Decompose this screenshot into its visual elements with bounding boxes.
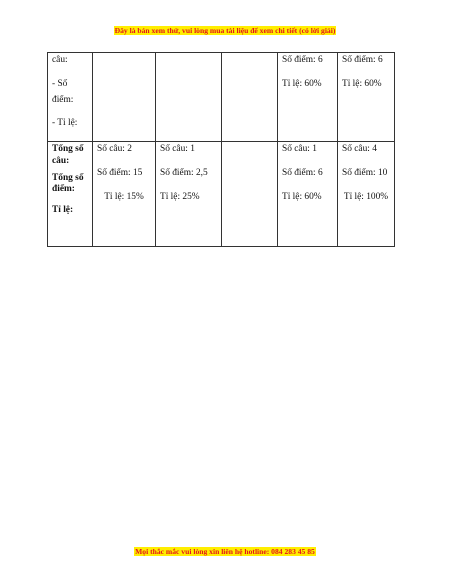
count-value: Số câu: 1 [282,144,317,154]
ratio-value: Tỉ lệ: 60% [342,78,382,89]
preview-notice-text: Đây là bản xem thử, vui lòng mua tài liệu để xem chi tiết (có lời giải) [114,26,336,35]
total-label-cell [48,142,93,247]
empty-cell [222,53,278,142]
total-cell [156,142,222,247]
score-cell [278,53,338,142]
row-label-line: câu: [52,55,68,65]
count-value: Số câu: 4 [342,144,377,154]
ratio-value: Tỉ lệ: 15% [104,191,144,202]
row-label-line: Tỉ lệ: [52,205,74,215]
row-label-line: Tổng số điểm: [52,172,84,195]
count-value: Số câu: 2 [97,144,132,154]
total-cell [338,142,395,247]
score-value: Số điểm: 6 [282,55,323,65]
score-value: Số điểm: 6 [342,55,383,65]
row-label-line: - Tỉ lệ: [52,118,78,129]
total-cell [93,142,156,247]
row-label-line: điểm: [52,94,74,105]
ratio-value: Tỉ lệ: 60% [282,78,322,89]
preview-notice-banner [0,26,450,35]
table-row [48,142,395,247]
ratio-value: Tỉ lệ: 25% [160,191,200,202]
row-label-cell [48,53,93,142]
table-row [48,53,395,142]
score-value: Số điểm: 2,5 [160,167,208,178]
score-value: Số điểm: 15 [97,167,143,178]
row-label-line: Tổng số câu: [52,144,84,166]
ratio-value: Tỉ lệ: 100% [343,191,389,202]
hotline-text: Mọi thắc mắc vui lòng xin liên hệ hotline: 084 283 45 85 [135,547,315,556]
row-label-line: - Số [52,78,68,89]
empty-cell [222,142,278,247]
score-matrix-table [47,52,395,247]
empty-cell [93,53,156,142]
empty-cell [156,53,222,142]
count-value: Số câu: 1 [160,144,195,154]
hotline-banner [0,547,450,556]
score-value: Số điểm: 6 [282,167,323,178]
ratio-value: Tỉ lệ: 60% [282,191,322,202]
total-cell [278,142,338,247]
score-value: Số điểm: 10 [342,167,388,178]
score-cell [338,53,395,142]
